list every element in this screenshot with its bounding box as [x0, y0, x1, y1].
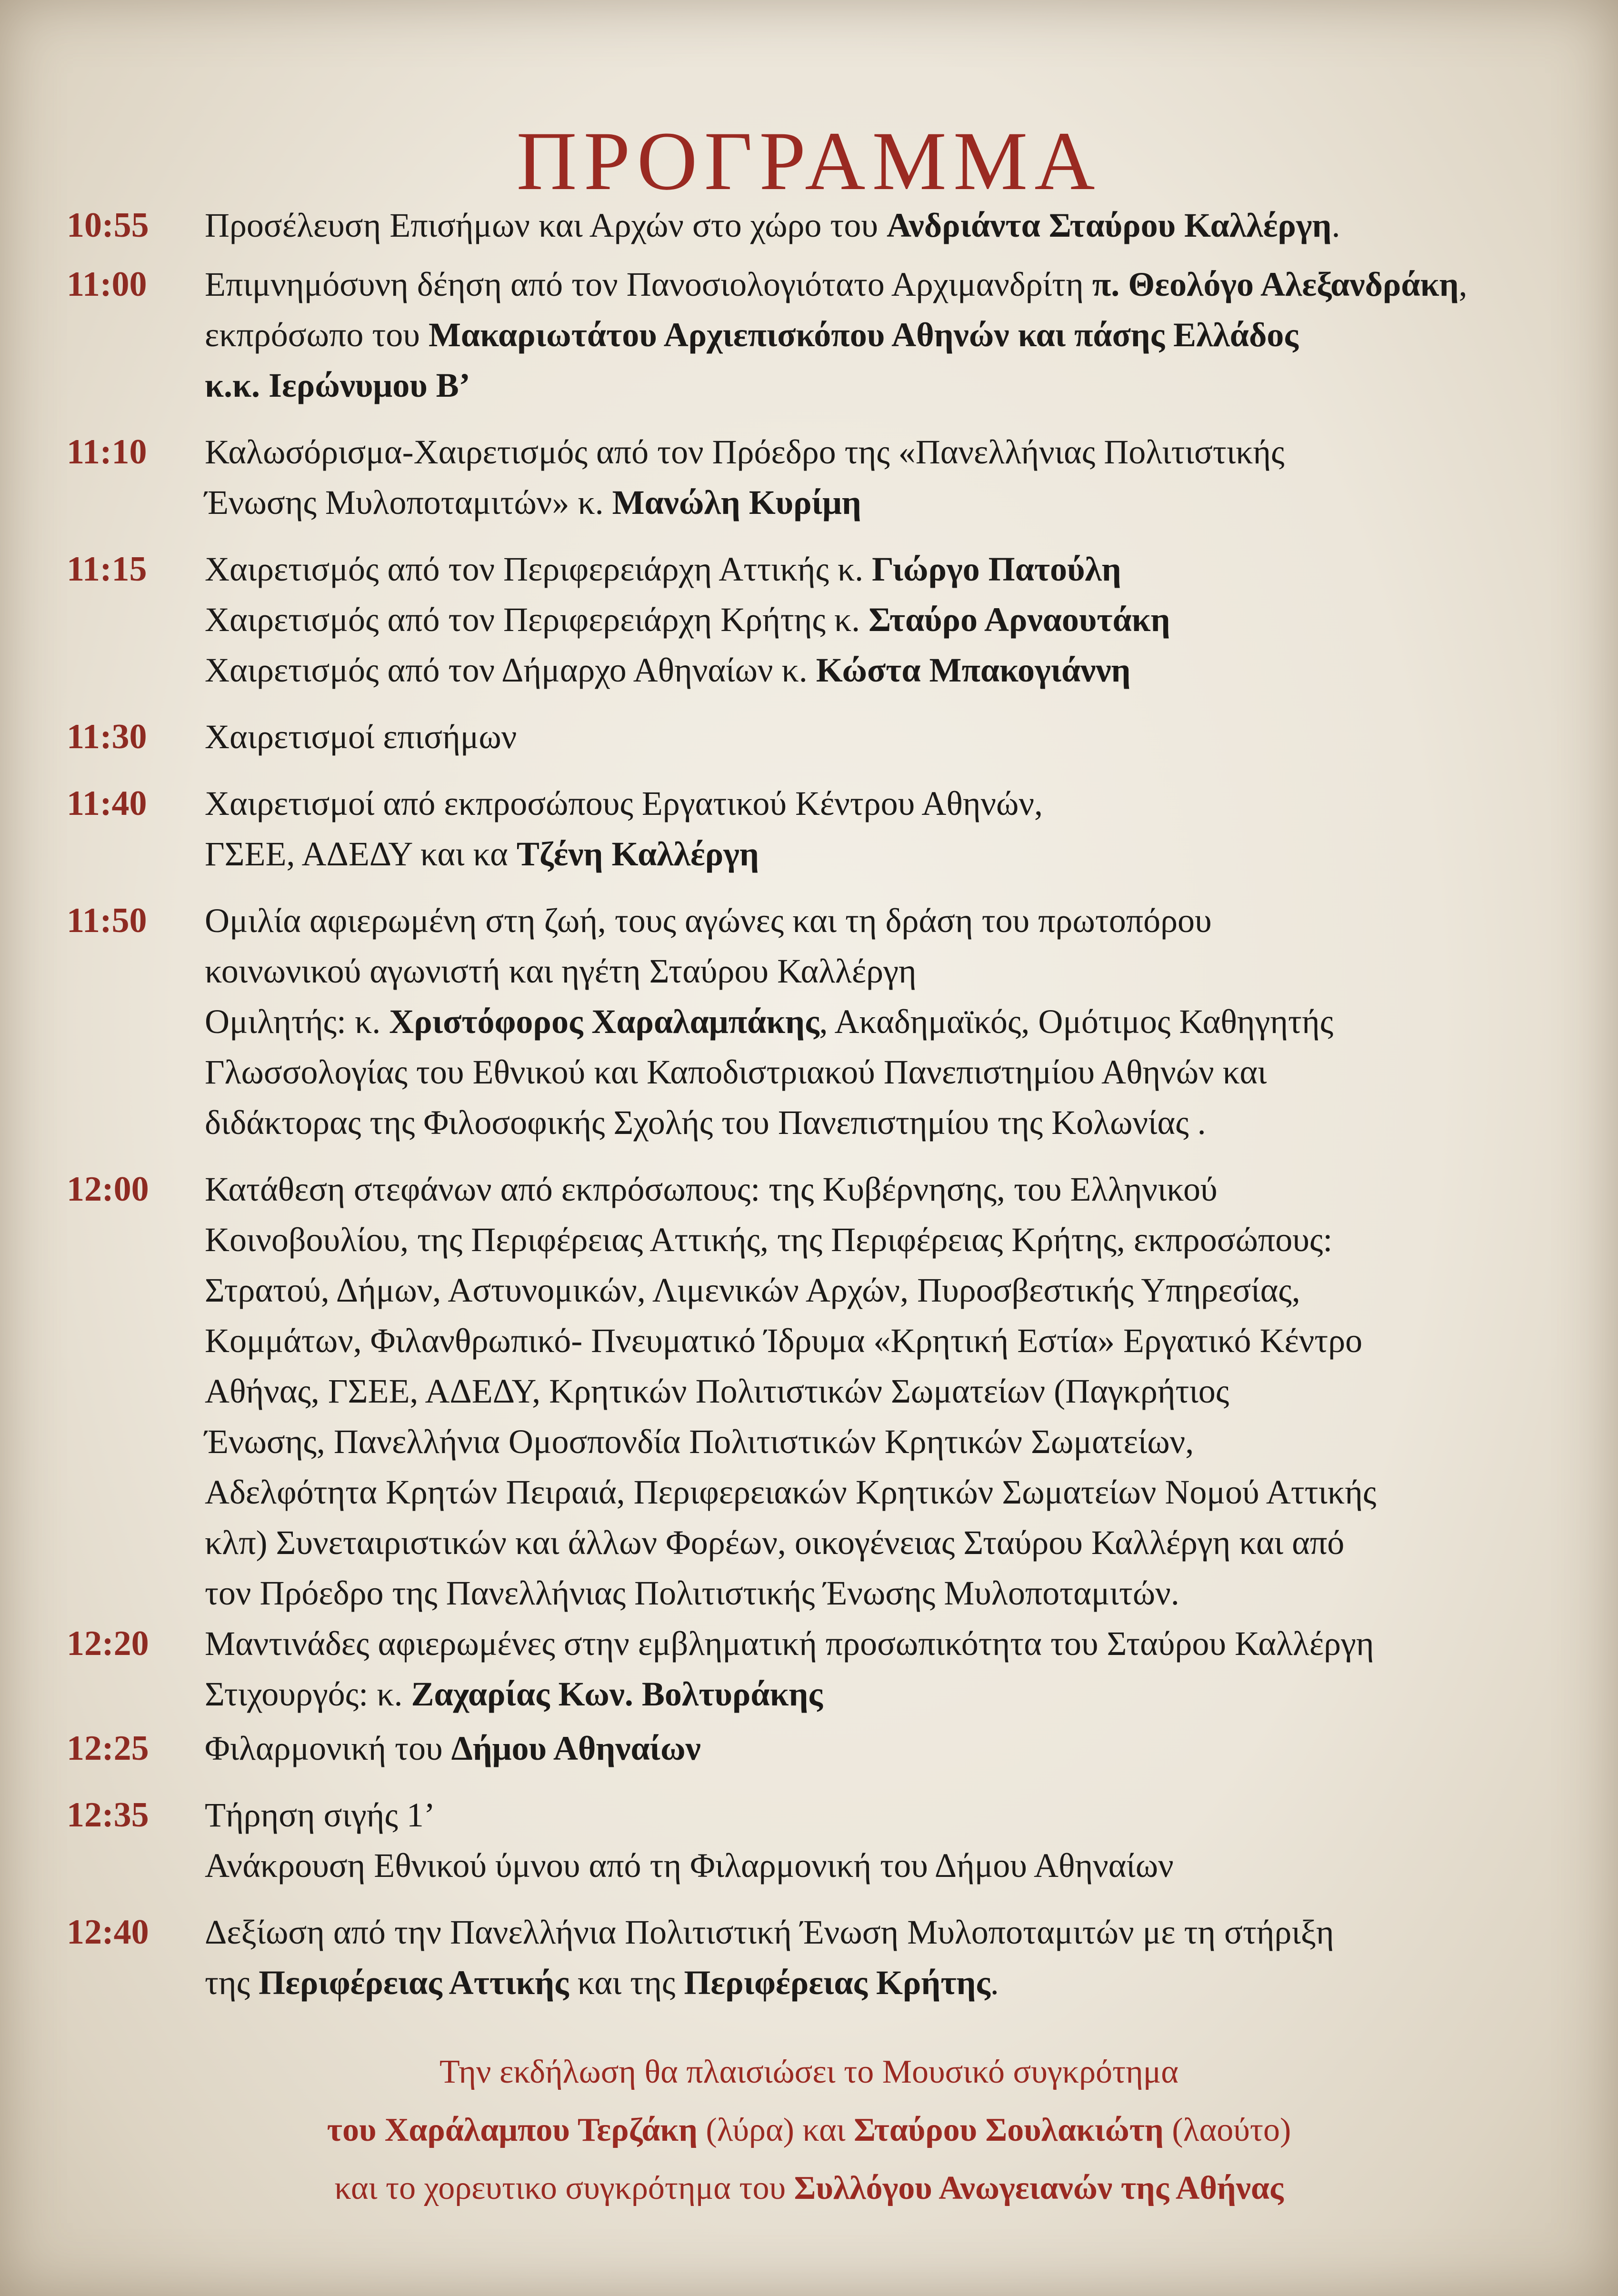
- text-segment: Ένωσης Μυλοποταμιτών» κ.: [205, 483, 612, 521]
- schedule-item: [67, 427, 1562, 528]
- description-line: [205, 712, 1562, 762]
- schedule-list: [67, 200, 1562, 2008]
- bold-text: Σταύρου Σουλακιώτη: [854, 2112, 1164, 2148]
- description-line: [205, 1840, 1562, 1891]
- schedule-item: [67, 1164, 1562, 1618]
- description-line: [205, 310, 1562, 360]
- description-line: [205, 1957, 1562, 2008]
- item-time: 11:50: [67, 901, 147, 940]
- bold-text: Ζαχαρίας Κων. Βολτυράκης: [411, 1675, 823, 1713]
- schedule-item: [67, 712, 1562, 762]
- text-segment: Τήρηση σιγής 1’: [205, 1796, 435, 1834]
- item-description: [205, 427, 1562, 528]
- footer-note: [0, 2043, 1618, 2217]
- description-line: [205, 259, 1562, 310]
- schedule-item: [67, 1790, 1562, 1891]
- text-segment: ΓΣΕΕ, ΑΔΕΔΥ και κα: [205, 835, 517, 873]
- text-segment: Μαντινάδες αφιερωμένες στην εμβληματική προσωπικότητα του Σταύρου Καλλέργη: [205, 1624, 1374, 1663]
- bold-text: Περιφέρειας Κρήτης: [684, 1964, 990, 2002]
- schedule-item: [67, 544, 1562, 695]
- item-time: 10:55: [67, 206, 149, 245]
- text-segment: κοινωνικού αγωνιστή και ηγέτη Σταύρου Καλλέργη: [205, 952, 917, 990]
- item-time: 12:00: [67, 1170, 149, 1209]
- description-line: [205, 1517, 1562, 1568]
- text-segment: της: [205, 1964, 259, 2002]
- description-line: [205, 778, 1562, 829]
- item-time: 11:30: [67, 717, 147, 756]
- description-line: [205, 1315, 1562, 1366]
- description-line: [205, 360, 1562, 411]
- bold-text: Χριστόφορος Χαραλαμπάκης: [389, 1003, 819, 1041]
- description-line: [205, 829, 1562, 879]
- text-segment: διδάκτορας της Φιλοσοφικής Σχολής του Πανεπιστημίου της Κολωνίας .: [205, 1103, 1206, 1142]
- description-line: [205, 200, 1562, 251]
- description-line: [205, 1164, 1562, 1214]
- item-description: [205, 1618, 1562, 1719]
- page-title: ΠΡΟΓΡΑΜΜΑ: [516, 114, 1102, 208]
- text-segment: Χαιρετισμοί επισήμων: [205, 718, 517, 756]
- text-segment: , Ακαδημαϊκός, Ομότιμος Καθηγητής: [819, 1003, 1334, 1041]
- text-segment: εκπρόσωπο του: [205, 316, 429, 354]
- text-segment: Χαιρετισμοί από εκπροσώπους Εργατικού Κέντρου Αθηνών,: [205, 784, 1043, 822]
- text-segment: Αθήνας, ΓΣΕΕ, ΑΔΕΔΥ, Κρητικών Πολιτιστικών Σωματείων (Παγκρήτιος: [205, 1372, 1229, 1410]
- bold-text: Περιφέρειας Αττικής: [259, 1964, 569, 2002]
- schedule-item: [67, 1618, 1562, 1719]
- item-description: [205, 259, 1562, 411]
- text-segment: Στρατού, Δήμων, Αστυνομικών, Λιμενικών Αρχών, Πυροσβεστικής Υπηρεσίας,: [205, 1271, 1300, 1309]
- bold-text: Μακαριωτάτου Αρχιεπισκόπου Αθηνών και πάσης Ελλάδος: [428, 316, 1298, 354]
- bold-text: Τζένη Καλλέργη: [516, 835, 759, 873]
- bold-text: του Χαράλαμπου Τερζάκη: [327, 2112, 698, 2148]
- description-line: [205, 1669, 1562, 1719]
- description-line: [205, 544, 1562, 594]
- text-segment: Χαιρετισμός από τον Περιφερειάρχη Αττικής κ.: [205, 550, 872, 588]
- footer-line: [0, 2043, 1618, 2101]
- item-description: [205, 895, 1562, 1148]
- text-segment: Κομμάτων, Φιλανθρωπικό- Πνευματικό Ίδρυμα «Κρητική Εστία» Εργατικό Κέντρο: [205, 1322, 1363, 1360]
- text-segment: Φιλαρμονική του: [205, 1729, 451, 1767]
- item-description: [205, 1790, 1562, 1891]
- text-segment: κλπ) Συνεταιριστικών και άλλων Φορέων, οικογένειας Σταύρου Καλλέργη και από: [205, 1524, 1345, 1562]
- text-segment: Κατάθεση στεφάνων από εκπρόσωπους: της Κυβέρνησης, του Ελληνικού: [205, 1170, 1218, 1208]
- schedule-item: [67, 200, 1562, 251]
- footer-line: [0, 2159, 1618, 2217]
- text-segment: Ομιλητής: κ.: [205, 1003, 390, 1041]
- item-time: 11:15: [67, 550, 147, 589]
- text-segment: Καλωσόρισμα-Χαιρετισμός από τον Πρόεδρο της «Πανελλήνιας Πολιτιστικής: [205, 433, 1285, 471]
- text-segment: Χαιρετισμός από τον Περιφερειάρχη Κρήτης κ.: [205, 601, 869, 639]
- description-line: [205, 1214, 1562, 1265]
- description-line: [205, 1907, 1562, 1957]
- text-segment: Ανάκρουση Εθνικού ύμνου από τη Φιλαρμονική του Δήμου Αθηναίων: [205, 1846, 1174, 1885]
- text-segment: Ομιλία αφιερωμένη στη ζωή, τους αγώνες και τη δράση του πρωτοπόρου: [205, 902, 1212, 940]
- item-time: 11:40: [67, 784, 147, 823]
- description-line: [205, 1366, 1562, 1416]
- description-line: [205, 645, 1562, 695]
- bold-text: Γιώργο Πατούλη: [872, 550, 1121, 588]
- text-segment: Προσέλευση Επισήμων και Αρχών στο χώρο του: [205, 206, 887, 244]
- text-segment: (λαούτο): [1163, 2112, 1291, 2148]
- description-line: [205, 1618, 1562, 1669]
- schedule-item: [67, 895, 1562, 1148]
- bold-text: Δήμου Αθηναίων: [451, 1729, 701, 1767]
- bold-text: Συλλόγου Ανωγειανών της Αθήνας: [794, 2170, 1284, 2206]
- text-segment: Χαιρετισμός από τον Δήμαρχο Αθηναίων κ.: [205, 651, 816, 689]
- text-segment: και το χορευτικο συγκρότημα του: [334, 2170, 794, 2206]
- text-segment: Επιμνημόσυνη δέηση από τον Πανοσιολογιότατο Αρχιμανδρίτη: [205, 265, 1092, 303]
- bold-text: Ανδριάντα Σταύρου Καλλέργη: [886, 206, 1332, 244]
- description-line: [205, 1047, 1562, 1097]
- description-line: [205, 1416, 1562, 1467]
- description-line: [205, 1568, 1562, 1618]
- text-segment: Γλωσσολογίας του Εθνικού και Καποδιστριακού Πανεπιστημίου Αθηνών και: [205, 1053, 1267, 1091]
- item-description: [205, 712, 1562, 762]
- text-segment: Την εκδήλωση θα πλαισιώσει το Μουσικό συγκρότημα: [439, 2054, 1179, 2090]
- item-description: [205, 1164, 1562, 1618]
- item-time: 11:10: [67, 432, 147, 471]
- schedule-item: [67, 1723, 1562, 1774]
- description-line: [205, 996, 1562, 1047]
- item-description: [205, 1907, 1562, 2008]
- item-time: 12:25: [67, 1729, 149, 1768]
- description-line: [205, 1265, 1562, 1315]
- footer-line: [0, 2101, 1618, 2159]
- text-segment: .: [1331, 206, 1340, 244]
- item-description: [205, 1723, 1562, 1774]
- text-segment: .: [990, 1964, 999, 2002]
- text-segment: ,: [1458, 265, 1468, 303]
- text-segment: Αδελφότητα Κρητών Πειραιά, Περιφερειακών Κρητικών Σωματείων Νομού Αττικής: [205, 1473, 1377, 1511]
- text-segment: Στιχουργός: κ.: [205, 1675, 411, 1713]
- description-line: [205, 1097, 1562, 1148]
- description-line: [205, 427, 1562, 477]
- item-time: 12:20: [67, 1624, 149, 1663]
- text-segment: Κοινοβουλίου, της Περιφέρειας Αττικής, της Περιφέρειας Κρήτης, εκπροσώπους:: [205, 1221, 1333, 1259]
- text-segment: και της: [569, 1964, 684, 2002]
- schedule-item: [67, 1907, 1562, 2008]
- text-segment: (λύρα) και: [697, 2112, 854, 2148]
- description-line: [205, 946, 1562, 996]
- description-line: [205, 1467, 1562, 1517]
- description-line: [205, 477, 1562, 528]
- item-description: [205, 778, 1562, 879]
- bold-text: κ.κ. Ιερώνυμου Β’: [205, 366, 470, 404]
- bold-text: Κώστα Μπακογιάννη: [816, 651, 1131, 689]
- description-line: [205, 895, 1562, 946]
- schedule-item: [67, 778, 1562, 879]
- item-description: [205, 200, 1562, 251]
- bold-text: π. Θεολόγο Αλεξανδράκη: [1092, 265, 1459, 303]
- text-segment: Δεξίωση από την Πανελλήνια Πολιτιστική Ένωση Μυλοποταμιτών με τη στήριξη: [205, 1913, 1334, 1951]
- text-segment: τον Πρόεδρο της Πανελλήνιας Πολιτιστικής Ένωσης Μυλοποταμιτών.: [205, 1574, 1179, 1612]
- item-description: [205, 544, 1562, 695]
- item-time: 11:00: [67, 265, 147, 304]
- item-time: 12:40: [67, 1913, 149, 1952]
- schedule-item: [67, 259, 1562, 411]
- item-time: 12:35: [67, 1795, 149, 1835]
- bold-text: Μανώλη Κυρίμη: [612, 483, 861, 521]
- description-line: [205, 594, 1562, 645]
- bold-text: Σταύρο Αρναουτάκη: [869, 601, 1170, 639]
- text-segment: Ένωσης, Πανελλήνια Ομοσπονδία Πολιτιστικών Κρητικών Σωματείων,: [205, 1423, 1194, 1461]
- description-line: [205, 1723, 1562, 1774]
- description-line: [205, 1790, 1562, 1840]
